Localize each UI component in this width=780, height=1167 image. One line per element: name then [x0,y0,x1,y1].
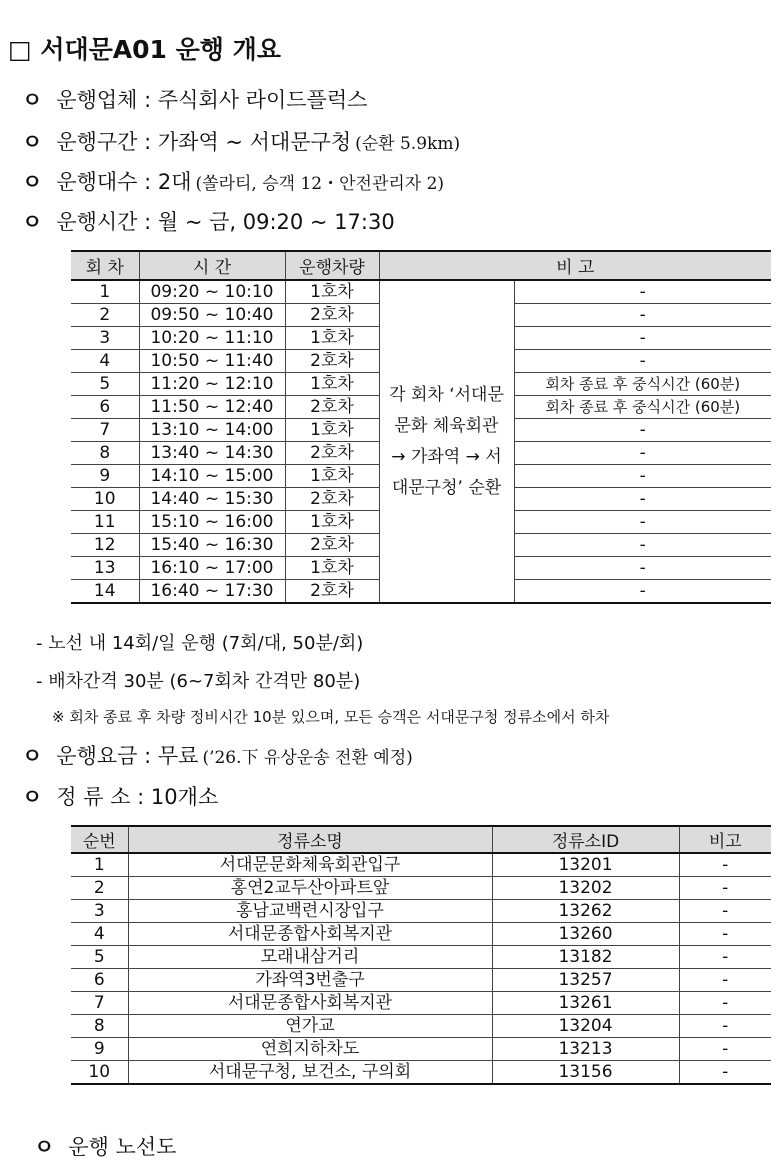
table-row [71,280,771,304]
remark-cell: 회차 종료 후 중식시간 (60분) [514,373,771,396]
stop-name-cell: 서대문구청, 보건소, 구의회 [128,1061,492,1085]
fare-note: (’26.下 유상운송 전환 예정) [202,748,413,768]
round-cell: 2 [71,304,139,327]
bullet-icon: ㅇ [22,785,43,809]
seq-cell: 4 [71,923,128,946]
fare-line [22,740,413,770]
schedule-table [71,250,771,604]
round-cell: 4 [71,350,139,373]
maintenance-note: ※ 회차 종료 후 차량 정비시간 10분 있으며, 모든 승객은 서대문구청 정류소에서 하차 [52,708,610,726]
stop-id-cell: 13182 [492,946,679,969]
header-stop-id: 정류소ID [492,826,679,853]
vehicle-cell: 2호차 [285,396,379,419]
stop-id-cell: 13156 [492,1061,679,1085]
time-cell: 09:20 ~ 10:10 [139,280,285,304]
stop-name-cell: 서대문종합사회복지관 [128,992,492,1015]
vehicles-note: (쏠라티, 승객 12・안전관리자 2) [195,174,445,194]
stop-id-cell: 13261 [492,992,679,1015]
time-cell: 16:40 ~ 17:30 [139,580,285,604]
bullet-icon: ㅇ [34,1135,55,1159]
header-stop-name: 정류소명 [128,826,492,853]
stop-remark-cell: - [679,923,771,946]
time-cell: 09:50 ~ 10:40 [139,304,285,327]
stop-remark-cell: - [679,946,771,969]
stop-remark-cell: - [679,853,771,877]
vehicle-cell: 1호차 [285,373,379,396]
vehicle-cell: 2호차 [285,350,379,373]
remark-cell: - [514,465,771,488]
table-row [71,853,771,877]
table-row [71,946,771,969]
round-cell: 10 [71,488,139,511]
table-row [71,969,771,992]
time-cell: 11:50 ~ 12:40 [139,396,285,419]
table-row [71,900,771,923]
round-cell: 6 [71,396,139,419]
stop-id-cell: 13213 [492,1038,679,1061]
seq-cell: 10 [71,1061,128,1085]
stop-remark-cell: - [679,1038,771,1061]
vehicle-cell: 2호차 [285,304,379,327]
round-cell: 5 [71,373,139,396]
bullet-icon: ㅇ [22,130,43,154]
seq-cell: 9 [71,1038,128,1061]
stop-id-cell: 13202 [492,877,679,900]
remark-cell: - [514,419,771,442]
table-row [71,1061,771,1085]
round-cell: 12 [71,534,139,557]
round-cell: 9 [71,465,139,488]
stop-remark-cell: - [679,900,771,923]
table-row [71,1038,771,1061]
time-cell: 14:10 ~ 15:00 [139,465,285,488]
remark-cell: - [514,534,771,557]
bullet-icon: ㅇ [22,170,43,194]
route-map-line [34,1131,176,1161]
table-row [71,992,771,1015]
remark-cell: - [514,350,771,373]
bullet-icon: ㅇ [22,88,43,112]
interval-note: - 배차간격 30분 (6~7회차 간격만 80분) [36,671,361,692]
time-cell: 14:40 ~ 15:30 [139,488,285,511]
stop-name-cell: 가좌역3번출구 [128,969,492,992]
seq-cell: 8 [71,1015,128,1038]
vehicle-cell: 1호차 [285,280,379,304]
vehicles-line [22,166,444,196]
table-row [71,877,771,900]
header-round: 회 차 [71,251,139,280]
header-vehicle: 운행차량 [285,251,379,280]
stops-table [71,825,771,1085]
stops-text: 정 류 소 : 10개소 [56,785,219,809]
seq-cell: 6 [71,969,128,992]
table-row [71,923,771,946]
route-note-cell: 각 회차 ‘서대문문화 체육회관 → 가좌역 → 서대문구청’ 순환 [379,280,514,603]
remark-cell: - [514,280,771,304]
stop-remark-cell: - [679,877,771,900]
time-cell: 10:20 ~ 11:10 [139,327,285,350]
round-cell: 3 [71,327,139,350]
vehicle-cell: 1호차 [285,557,379,580]
vehicle-cell: 1호차 [285,419,379,442]
vehicle-cell: 2호차 [285,488,379,511]
vehicle-cell: 2호차 [285,580,379,604]
route-map-text: 운행 노선도 [68,1135,177,1159]
stop-remark-cell: - [679,1015,771,1038]
time-cell: 15:10 ~ 16:00 [139,511,285,534]
seq-cell: 1 [71,853,128,877]
hours-text: 운행시간 : 월 ~ 금, 09:20 ~ 17:30 [56,210,395,234]
stop-remark-cell: - [679,992,771,1015]
section-text: 운행구간 : 가좌역 ~ 서대문구청 [56,130,352,154]
operator-line [22,84,367,114]
vehicle-cell: 1호차 [285,511,379,534]
table-row [71,1015,771,1038]
round-cell: 7 [71,419,139,442]
operator-text: 운행업체 : 주식회사 라이드플럭스 [56,88,368,112]
stop-name-cell: 연희지하차도 [128,1038,492,1061]
bullet-icon: ㅇ [22,210,43,234]
vehicle-cell: 1호차 [285,327,379,350]
time-cell: 10:50 ~ 11:40 [139,350,285,373]
seq-cell: 2 [71,877,128,900]
stops-line [22,781,218,811]
bullet-icon: ㅇ [22,744,43,768]
section-line [22,126,460,156]
header-remarks: 비 고 [379,251,771,280]
remark-cell: - [514,511,771,534]
vehicle-cell: 2호차 [285,534,379,557]
stop-remark-cell: - [679,1061,771,1085]
fare-text: 운행요금 : 무료 [56,744,199,768]
vehicle-cell: 1호차 [285,465,379,488]
hours-line [22,206,395,236]
time-cell: 13:40 ~ 14:30 [139,442,285,465]
seq-cell: 7 [71,992,128,1015]
header-stop-remarks: 비고 [679,826,771,853]
stop-id-cell: 13257 [492,969,679,992]
header-time: 시 간 [139,251,285,280]
daily-runs-note: - 노선 내 14회/일 운행 (7회/대, 50분/회) [36,633,364,654]
stop-id-cell: 13201 [492,853,679,877]
stop-name-cell: 서대문문화체육회관입구 [128,853,492,877]
seq-cell: 5 [71,946,128,969]
vehicle-cell: 2호차 [285,442,379,465]
round-cell: 14 [71,580,139,604]
time-cell: 16:10 ~ 17:00 [139,557,285,580]
round-cell: 8 [71,442,139,465]
remark-cell: - [514,327,771,350]
page-title: □ 서대문A01 운행 개요 [8,35,281,64]
stop-id-cell: 13262 [492,900,679,923]
time-cell: 13:10 ~ 14:00 [139,419,285,442]
remark-cell: - [514,304,771,327]
remark-cell: - [514,442,771,465]
stop-remark-cell: - [679,969,771,992]
round-cell: 1 [71,280,139,304]
remark-cell: 회차 종료 후 중식시간 (60분) [514,396,771,419]
stop-name-cell: 홍연2교두산아파트앞 [128,877,492,900]
schedule-header-row [71,251,771,280]
remark-cell: - [514,580,771,604]
vehicles-text: 운행대수 : 2대 [56,170,192,194]
stop-name-cell: 모래내삼거리 [128,946,492,969]
stop-name-cell: 홍남교백련시장입구 [128,900,492,923]
section-note: (순환 5.9km) [355,134,461,154]
round-cell: 13 [71,557,139,580]
stop-id-cell: 13204 [492,1015,679,1038]
stop-id-cell: 13260 [492,923,679,946]
header-seq: 순번 [71,826,128,853]
time-cell: 15:40 ~ 16:30 [139,534,285,557]
seq-cell: 3 [71,900,128,923]
remark-cell: - [514,488,771,511]
remark-cell: - [514,557,771,580]
round-cell: 11 [71,511,139,534]
stops-header-row [71,826,771,853]
time-cell: 11:20 ~ 12:10 [139,373,285,396]
stop-name-cell: 연가교 [128,1015,492,1038]
stop-name-cell: 서대문종합사회복지관 [128,923,492,946]
